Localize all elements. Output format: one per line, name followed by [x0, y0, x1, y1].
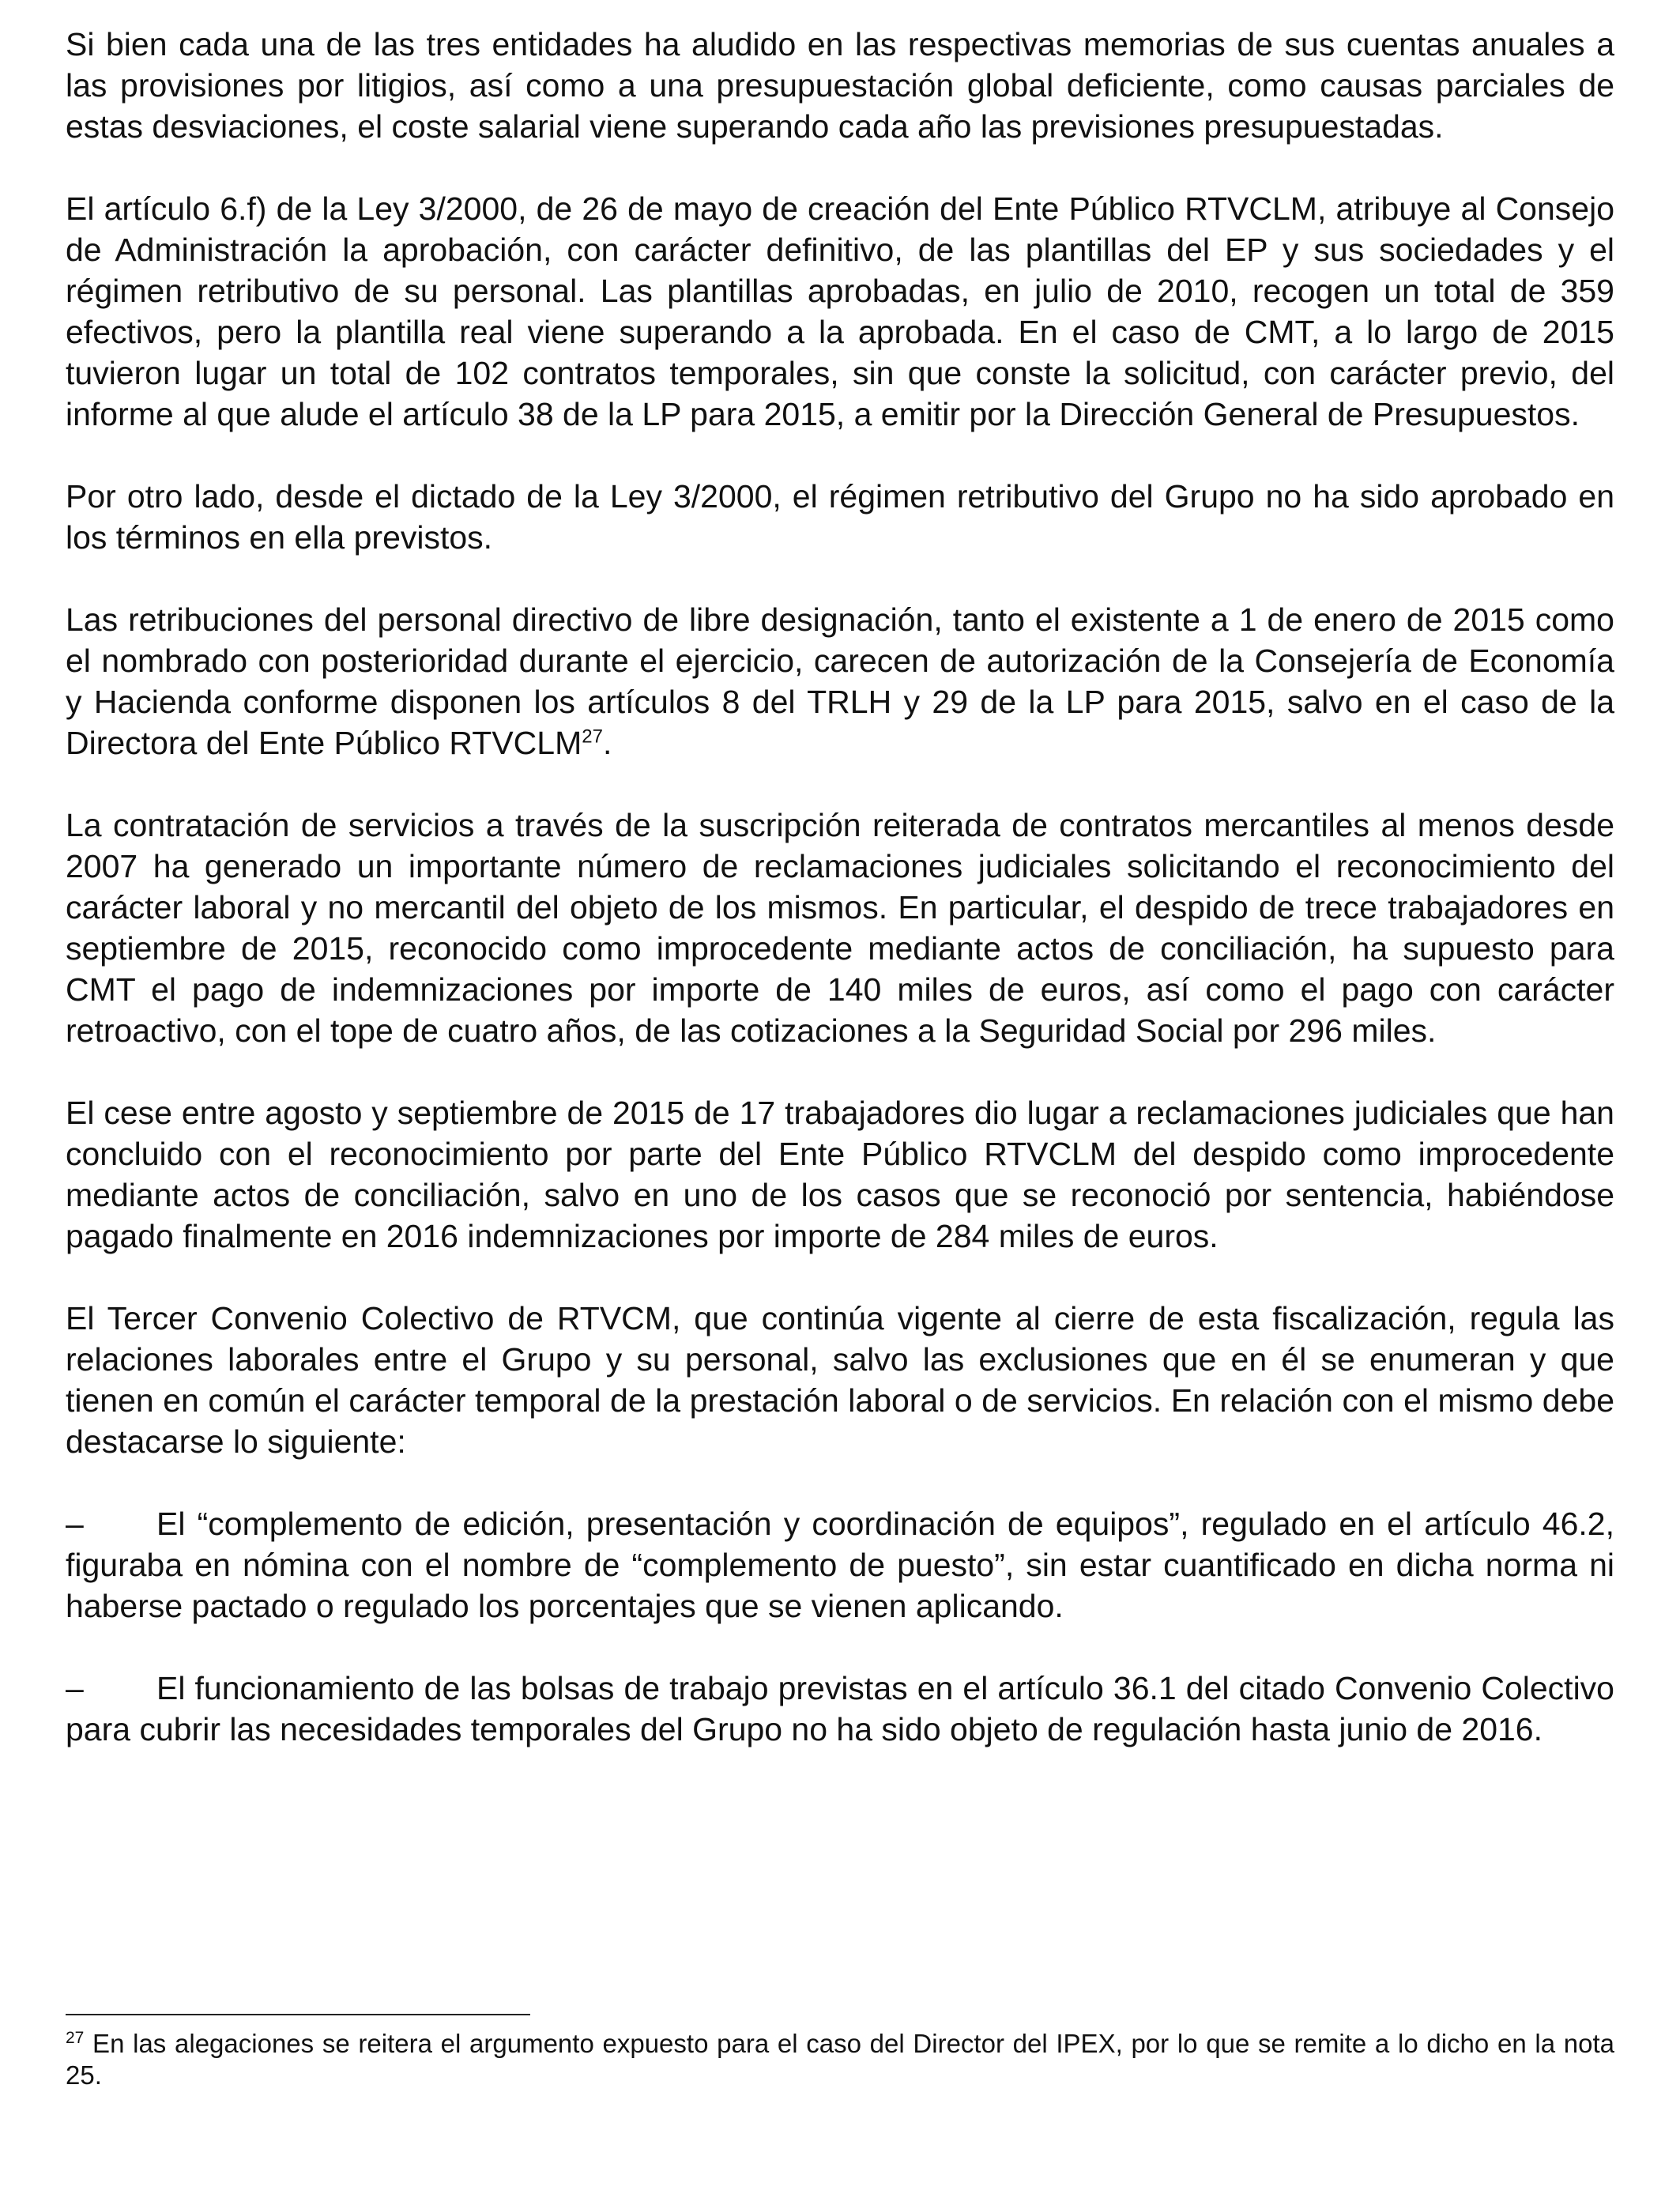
footnote-reference[interactable]: 27 [582, 726, 603, 748]
footnote [66, 2028, 1614, 2091]
paragraph-provisiones: Si bien cada una de las tres entidades ha aludido en las respectivas memorias de sus cuentas anuales a las provisiones por litigios, así como a una presupuestación global deficiente, como causas parciales de estas desviaciones, el coste salarial viene superando cada año las previsiones presupuestadas. [66, 26, 1614, 145]
footnote-text: En las alegaciones se reitera el argumento expuesto para el caso del Director del IPEX, por lo que se remite a lo dicho en la nota 25. [66, 2029, 1614, 2090]
bullet-text: El funcionamiento de las bolsas de trabajo previstas en el artículo 36.1 del citado Convenio Colectivo para cubrir las necesidades temporales del Grupo no ha sido objeto de regulación hasta junio de 2016. [66, 1670, 1614, 1747]
paragraph-contratos-mercantiles: La contratación de servicios a través de la suscripción reiterada de contratos mercantiles al menos desde 2007 ha generado un importante número de reclamaciones judiciales solicitando el reconocimiento del carácter laboral y no mercantil del objeto de los mismos. En particular, el despido de trece trabajadores en septiembre de 2015, reconocido como improcedente mediante actos de conciliación, ha supuesto para CMT el pago de indemnizaciones por importe de 140 miles de euros, así como el pago con carácter retroactivo, con el tope de cuatro años, de las cotizaciones a la Seguridad Social por 296 miles. [66, 807, 1614, 1049]
footnote-number: 27 [66, 2029, 85, 2047]
bullet-text: El “complemento de edición, presentación y coordinación de equipos”, regulado en el artículo 46.2, figuraba en nómina con el nombre de “complemento de puesto”, sin estar cuantificado en dicha norma ni haberse pactado o regulado los porcentajes que se vienen aplicando. [66, 1506, 1614, 1624]
paragraph-convenio-colectivo: El Tercer Convenio Colectivo de RTVCM, que continúa vigente al cierre de esta fiscalización, regula las relaciones laborales entre el Grupo y su personal, salvo las exclusiones que en él se enumeran y que tienen en común el carácter temporal de la prestación laboral o de servicios. En relación con el mismo debe destacarse lo siguiente: [66, 1300, 1614, 1460]
paragraph-regimen-retributivo: Por otro lado, desde el dictado de la Ley 3/2000, el régimen retributivo del Grupo no ha sido aprobado en los términos en ella previstos. [66, 478, 1614, 556]
footnote-separator [66, 2014, 530, 2015]
bullet-dash: – [66, 1506, 84, 1542]
document-body [66, 24, 1614, 1750]
paragraph-personal-directivo-text: Las retribuciones del personal directivo de libre designación, tanto el existente a 1 de enero de 2015 como el nombrado con posterioridad durante el ejercicio, carecen de autorización de la Consejería de Economía y Hacienda conforme disponen los artículos 8 del TRLH y 29 de la LP para 2015, salvo en el caso de la Directora del Ente Público RTVCLM [66, 601, 1614, 761]
bullet-item-bolsas-trabajo [66, 1668, 1614, 1750]
paragraph-personal-directivo-tail: . [602, 725, 612, 761]
bullet-item-complemento [66, 1503, 1614, 1627]
paragraph-ley-3-2000-plantillas: El artículo 6.f) de la Ley 3/2000, de 26 de mayo de creación del Ente Público RTVCLM, atribuye al Consejo de Administración la aprobación, con carácter definitivo, de las plantillas del EP y sus sociedades y el régimen retributivo de su personal. Las plantillas aprobadas, en julio de 2010, recogen un total de 359 efectivos, pero la plantilla real viene superando a la aprobada. En el caso de CMT, a lo largo de 2015 tuvieron lugar un total de 102 contratos temporales, sin que conste la solicitud, con carácter previo, del informe al que alude el artículo 38 de la LP para 2015, a emitir por la Dirección General de Presupuestos. [66, 190, 1614, 432]
bullet-dash: – [66, 1670, 84, 1706]
paragraph-cese-trabajadores: El cese entre agosto y septiembre de 2015 de 17 trabajadores dio lugar a reclamaciones judiciales que han concluido con el reconocimiento por parte del Ente Público RTVCLM del despido como improcedente mediante actos de conciliación, salvo en uno de los casos que se reconoció por sentencia, habiéndose pagado finalmente en 2016 indemnizaciones por importe de 284 miles de euros. [66, 1095, 1614, 1254]
paragraph-personal-directivo [66, 599, 1614, 763]
